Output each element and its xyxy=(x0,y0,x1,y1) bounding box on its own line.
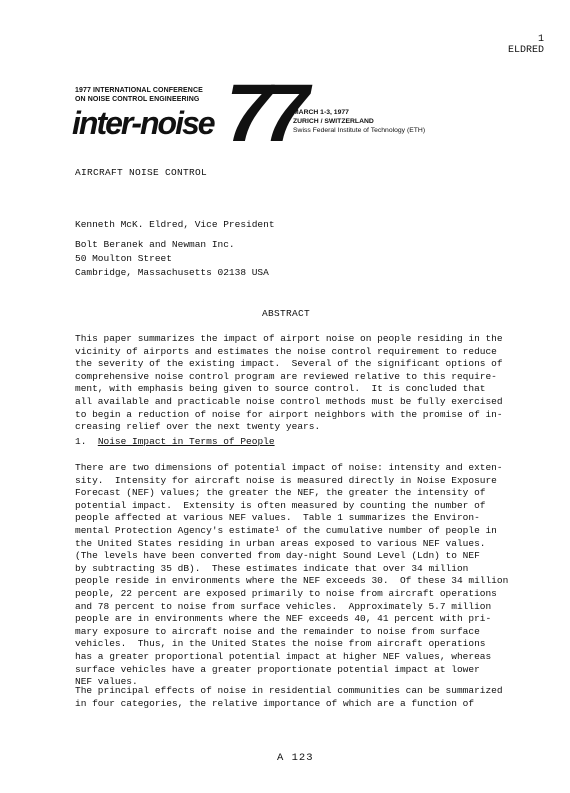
body-line: (The levels have been converted from day-night Sound Level (Ldn) to NEF xyxy=(75,550,480,562)
body-line: The principal effects of noise in residential communities can be summarized xyxy=(75,685,503,696)
body-line: sity. Intensity for aircraft noise is measured directly in Noise Exposure xyxy=(75,474,497,486)
body-line: NEF values. xyxy=(75,676,138,688)
body-line: and 78 percent to noise from surface vehicles. Approximately 5.7 million xyxy=(75,600,492,612)
affiliation xyxy=(75,238,269,280)
conference-title xyxy=(75,86,203,104)
abstract-line: vicinity of airports and estimates the noise control requirement to reduce xyxy=(75,345,497,357)
abstract-line: comprehensive noise control program are reviewed relative to this require- xyxy=(75,370,497,382)
body-paragraph-1 xyxy=(75,462,509,689)
session-heading: AIRCRAFT NOISE CONTROL xyxy=(75,167,208,178)
body-line: There are two dimensions of potential impact of noise: intensity and exten- xyxy=(75,462,503,473)
body-line: has a greater proportional potential impact at higher NEF values, whereas xyxy=(75,650,492,662)
event-details xyxy=(293,108,425,135)
body-paragraph-2 xyxy=(75,685,505,710)
conference-logo-word: inter-noise xyxy=(72,105,214,141)
abstract-line: creasing relief over the next twenty years. xyxy=(75,421,321,433)
body-line: people affected at various NEF values. Table 1 summarizes the Environ- xyxy=(75,512,480,524)
section-title: Noise Impact in Terms of People xyxy=(97,436,275,447)
footer-page-number: A 123 xyxy=(277,752,314,764)
page-header xyxy=(508,34,544,56)
body-line: potential impact. Extensity is often measured by counting the number of xyxy=(75,499,486,511)
body-line: by subtracting 35 dB). These estimates indicate that over 34 million xyxy=(75,562,469,574)
abstract-heading: ABSTRACT xyxy=(262,308,311,319)
body-line: in four categories, the relative importance of which are a function of xyxy=(75,697,475,709)
body-line: people are in environments where the NEF exceeds 40, 41 percent with pri- xyxy=(75,613,492,625)
page-tag: ELDRED xyxy=(507,45,544,56)
abstract-line: ment, with emphasis being given to source control. It is concluded that xyxy=(75,383,486,395)
affiliation-line: 50 Moulton Street xyxy=(75,253,172,264)
body-line: people reside in environments where the NEF exceeds 30. Of these 34 million xyxy=(75,575,509,587)
conference-title-line1: 1977 INTERNATIONAL CONFERENCE xyxy=(75,87,203,94)
body-line: the United States residing in urban areas exposed to various NEF values. xyxy=(75,537,486,549)
section-number: 1. xyxy=(75,436,87,447)
abstract-line: to begin a reduction of noise for airport neighbors with the promise of in- xyxy=(75,408,503,420)
abstract-line: the severity of the existing impact. Several of the significant options of xyxy=(75,358,503,370)
body-line: Forecast (NEF) values; the greater the NEF, the greater the intensity of xyxy=(75,487,486,499)
event-dates: MARCH 1-3, 1977 xyxy=(293,109,349,116)
abstract-line: This paper summarizes the impact of airport noise on people residing in the xyxy=(75,333,503,344)
affiliation-line: Bolt Beranek and Newman Inc. xyxy=(75,239,235,250)
body-line: mental Protection Agency's estimate¹ of the cumulative number of people in xyxy=(75,524,497,536)
section-heading xyxy=(75,436,275,447)
affiliation-line: Cambridge, Massachusetts 02138 USA xyxy=(75,267,269,278)
body-line: mary exposure to aircraft noise and the remainder to noise from surface xyxy=(75,625,480,637)
event-city: ZURICH / SWITZERLAND xyxy=(293,118,374,125)
author-line: Kenneth McK. Eldred, Vice President xyxy=(75,219,275,230)
body-line: vehicles. Thus, in the United States the noise from aircraft operations xyxy=(75,638,486,650)
page-number: 1 xyxy=(537,34,544,45)
abstract-text xyxy=(75,333,505,434)
event-venue: Swiss Federal Institute of Technology (ETH) xyxy=(293,127,426,134)
abstract-line: all available and practicable noise control methods must be fully exercised xyxy=(75,395,503,407)
conference-title-line2: ON NOISE CONTROL ENGINEERING xyxy=(75,96,200,103)
body-line: people, 22 percent are exposed primarily to noise from aircraft operations xyxy=(75,587,497,599)
conference-logo-year: 77 xyxy=(226,68,302,159)
body-line: surface vehicles have a greater proportionate potential impact at lower xyxy=(75,663,480,675)
